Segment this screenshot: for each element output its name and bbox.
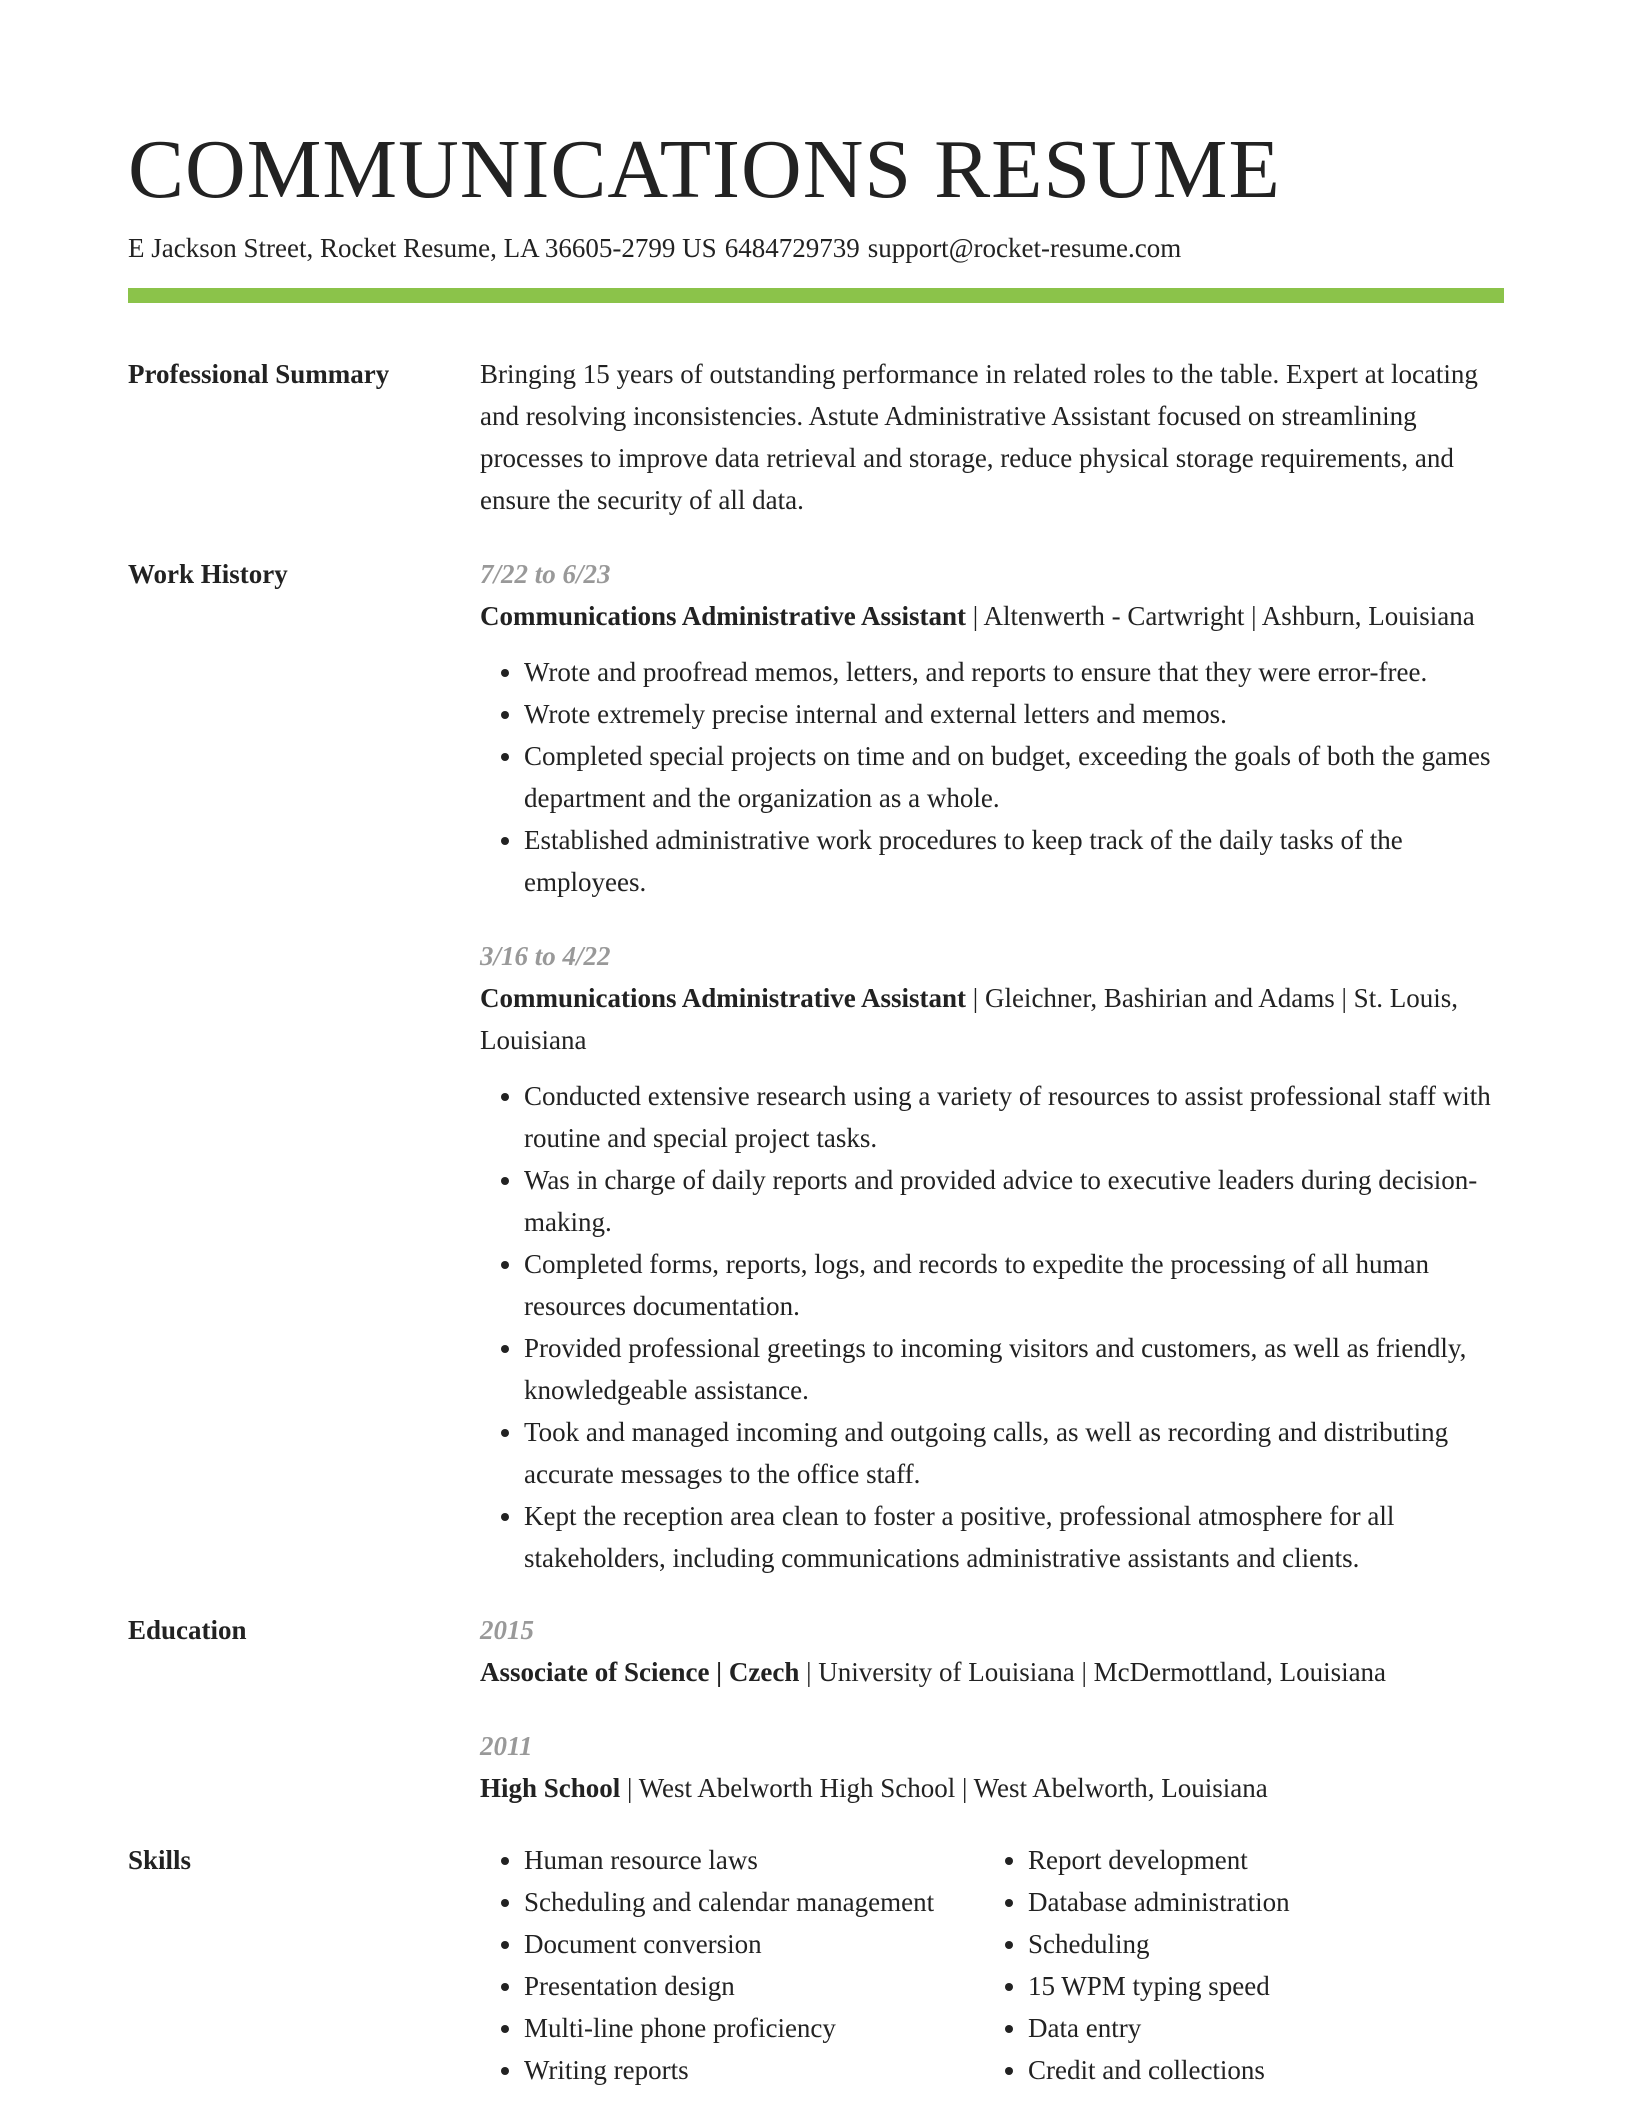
list-item: • Scheduling and calendar management	[524, 1881, 984, 1923]
job-bullets	[480, 1075, 1504, 1579]
job-heading	[480, 595, 1504, 637]
section-skills	[128, 1839, 1504, 2091]
list-item: • Took and managed incoming and outgoing calls, as well as recording and distributing accurate messages to the office staff.	[524, 1411, 1504, 1495]
list-item: • Provided professional greetings to incoming visitors and customers, as well as friendly, knowledgeable assistance.	[524, 1327, 1504, 1411]
section-label: Professional Summary	[128, 359, 390, 389]
job-date: 3/16 to 4/22	[480, 941, 611, 971]
skills-list-left	[480, 1839, 984, 2091]
section-label: Work History	[128, 559, 288, 589]
job-heading	[480, 977, 1504, 1061]
education-heading	[480, 1651, 1504, 1693]
list-item: • Kept the reception area clean to foster a positive, professional atmosphere for all stakeholders, including communications administrative assistants and clients.	[524, 1495, 1504, 1579]
contact-address: E Jackson Street, Rocket Resume, LA 36605-2799 US	[128, 233, 717, 263]
section-education	[128, 1609, 1504, 1809]
list-item: • Multi-line phone proficiency	[524, 2007, 984, 2049]
list-item: • Database administration	[1028, 1881, 1508, 1923]
education-degree: Associate of Science | Czech	[480, 1657, 800, 1687]
section-work-history	[128, 553, 1504, 1579]
contact-email: support@rocket-resume.com	[867, 233, 1182, 263]
list-item: • 15 WPM typing speed	[1028, 1965, 1508, 2007]
education-entry	[480, 1609, 1504, 1693]
summary-text: Bringing 15 years of outstanding performance in related roles to the table. Expert at locating and resolving inconsistencies. Astute Administrative Assistant focused on streamlining processes to improve data retrieval and storage, reduce physical storage requirements, and ensure the security of all data.	[480, 359, 1478, 515]
section-professional-summary	[128, 353, 1504, 521]
education-degree: High School	[480, 1773, 621, 1803]
list-item: • Wrote and proofread memos, letters, and reports to ensure that they were error-free.	[524, 651, 1504, 693]
section-label: Skills	[128, 1845, 192, 1875]
job-date: 7/22 to 6/23	[480, 559, 611, 589]
job-title: Communications Administrative Assistant	[480, 601, 967, 631]
skills-list-right	[984, 1839, 1508, 2091]
contact-phone: 6484729739	[724, 233, 860, 263]
education-entry	[480, 1725, 1504, 1809]
list-item: • Credit and collections	[1028, 2049, 1508, 2091]
education-date: 2011	[480, 1731, 533, 1761]
resume-title: COMMUNICATIONS RESUME	[128, 123, 1281, 216]
job-bullets	[480, 651, 1504, 903]
job-details: | Altenwerth - Cartwright | Ashburn, Louisiana	[966, 601, 1475, 631]
list-item: • Data entry	[1028, 2007, 1508, 2049]
education-details: | West Abelworth High School | West Abelworth, Louisiana	[620, 1773, 1268, 1803]
education-details: | University of Louisiana | McDermottland, Louisiana	[799, 1657, 1387, 1687]
list-item: • Was in charge of daily reports and provided advice to executive leaders during decision-making.	[524, 1159, 1504, 1243]
list-item: • Completed forms, reports, logs, and records to expedite the processing of all human resources documentation.	[524, 1243, 1504, 1327]
list-item: • Wrote extremely precise internal and external letters and memos.	[524, 693, 1504, 735]
header-divider	[128, 288, 1504, 303]
list-item: • Report development	[1028, 1839, 1508, 1881]
job-entry	[480, 935, 1504, 1579]
list-item: • Writing reports	[524, 2049, 984, 2091]
job-title: Communications Administrative Assistant	[480, 983, 967, 1013]
job-entry	[480, 553, 1504, 903]
contact-line	[128, 230, 1504, 266]
section-label: Education	[128, 1615, 247, 1645]
list-item: • Human resource laws	[524, 1839, 984, 1881]
list-item: • Established administrative work procedures to keep track of the daily tasks of the employees.	[524, 819, 1504, 903]
resume-page	[128, 120, 1504, 2091]
list-item: • Document conversion	[524, 1923, 984, 1965]
list-item: • Completed special projects on time and on budget, exceeding the goals of both the games department and the organization as a whole.	[524, 735, 1504, 819]
education-heading	[480, 1767, 1504, 1809]
list-item: • Scheduling	[1028, 1923, 1508, 1965]
skills-columns	[480, 1839, 1508, 2091]
job-details: | Gleichner, Bashirian and Adams | St. Louis, Louisiana	[480, 983, 1458, 1055]
list-item: • Conducted extensive research using a variety of resources to assist professional staff with routine and special project tasks.	[524, 1075, 1504, 1159]
list-item: • Presentation design	[524, 1965, 984, 2007]
education-date: 2015	[480, 1615, 534, 1645]
